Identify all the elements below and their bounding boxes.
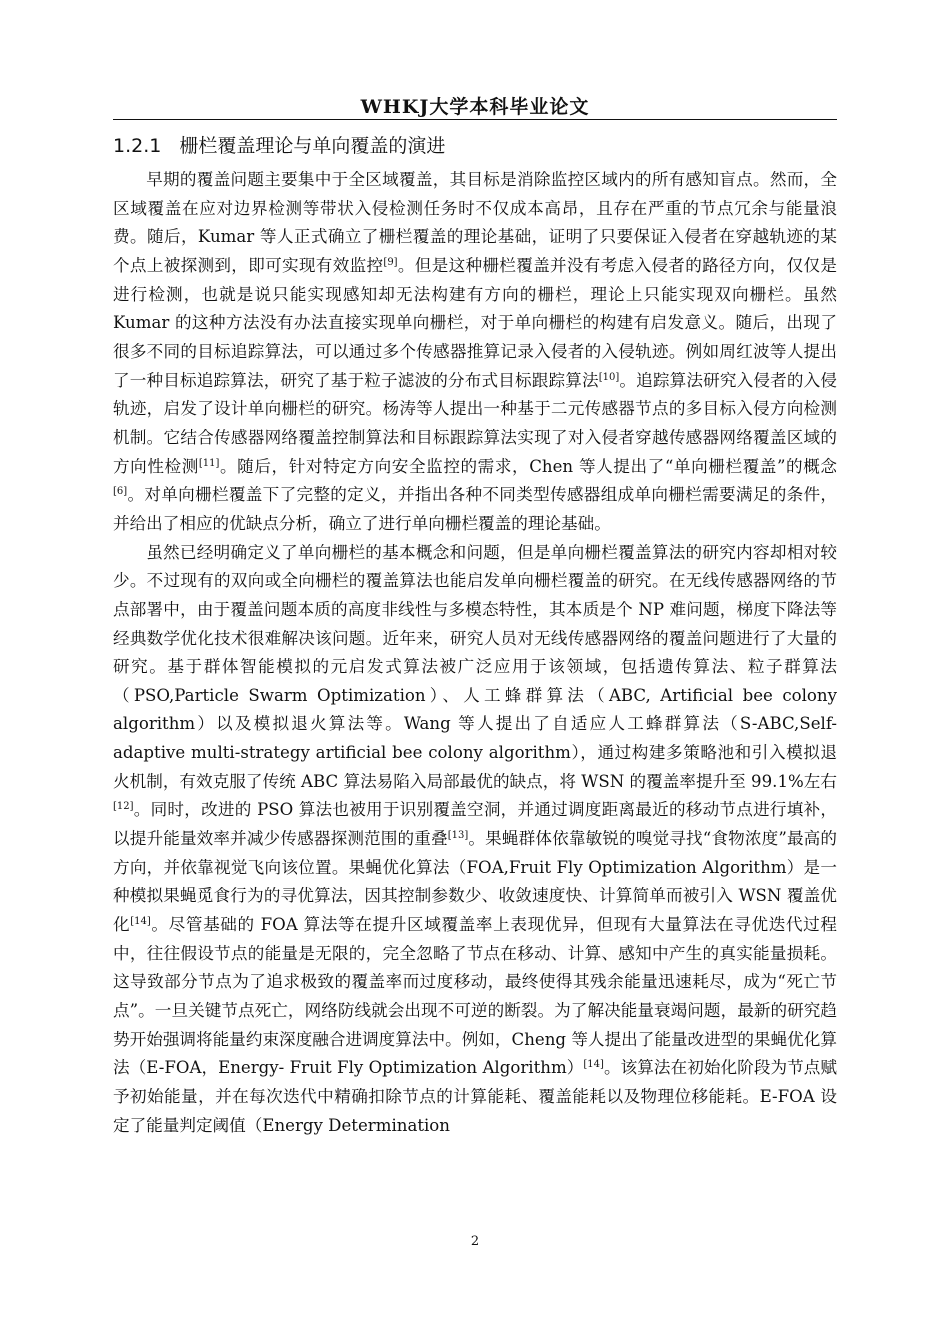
text-run: 。尽管基础的 FOA 算法等在提升区域覆盖率上表现优异，但现有大量算法在寻优迭代过程中，往往假设节点的能量是无限的，完全忽略了节点在移动、计算、感知中产生的真实能量损耗。这导致部分节点为了追求极致的覆盖率而过度移动，最终使得其残余能量迅速耗尽，成为“死亡节点”。一旦关键节点死亡，网络防线就会出现不可逆的断裂。为了解决能量衰竭问题，最新的研究趋势开始强调将能量约束深度融合进调度算法中。例如，Cheng 等人提出了能量改进型的果蝇优化算法（E-FOA，Energy- Fruit Fly Optimization Algorithm） [113, 915, 838, 1078]
page-number: 2 [470, 1234, 480, 1249]
text-run: 。但是这种栅栏覆盖并没有考虑入侵者的路径方向，仅仅是进行检测，也就是说只能实现感知却无法构建有方向的栅栏，理论上只能实现双向栅栏。虽然 Kumar 的这种方法没有办法直接实现单向栅栏，对于单向栅栏的构建有启发意义。随后，出现了很多不同的目标追踪算法，可以通过多个传感器推算记录入侵者的入侵轨迹。例如周红波等人提出了一种目标追踪算法，研究了基于粒子滤波的分布式目标跟踪算法 [113, 255, 838, 390]
text-run: 虽然已经明确定义了单向栅栏的基本概念和问题，但是单向栅栏覆盖算法的研究内容却相对较少。不过现有的双向或全向栅栏的覆盖算法也能启发单向栅栏覆盖的研究。在无线传感器网络的节点部署中，由于覆盖问题本质的高度非线性与多模态特性，其本质是个 NP 难问题，梯度下降法等经典数学优化技术很难解决该问题。近年来，研究人员对无线传感器网络的覆盖问题进行了大量的研究。基于群体智能模拟的元启发式算法被广泛应用于该领域，包括遗传算法、粒子群算法（PSO,Particle Swarm Optimization）、人工蜂群算法（ABC, Artificial bee colony algorithm）以及模拟退火算法等。Wang 等人提出了自适应人工蜂群算法（S-ABC,Self-adaptive multi-strategy artificial bee colony algorithm），通过构建多策略池和引入模拟退火机制，有效克服了传统 ABC 算法易陷入局部最优的缺点，将 WSN 的覆盖率提升至 99.1%左右 [113, 542, 837, 791]
section-heading [113, 131, 837, 158]
citation-ref: [10] [598, 371, 620, 383]
text-run: 。对单向栅栏覆盖下了完整的定义，并指出各种不同类型传感器组成单向栅栏需要满足的条件，并给出了相应的优缺点分析，确立了进行单向栅栏覆盖的理论基础。 [113, 485, 837, 533]
text-run: 。随后，针对特定方向安全监控的需求，Chen 等人提出了“单向栅栏覆盖”的概念 [219, 456, 837, 476]
text-run: 早期的覆盖问题主要集中于全区域覆盖，其目标是消除监控区域内的所有感知盲点。然而，全区域覆盖在应对边界检测等带状入侵检测任务时不仅成本高昂，且存在严重的节点冗余与能量浪费。随后，Kumar 等人正式确立了栅栏覆盖的理论基础，证明了只要保证入侵者在穿越轨迹的某个点上被探测到，即可实现有效监控 [113, 170, 837, 275]
section-title: 栅栏覆盖理论与单向覆盖的演进 [179, 135, 446, 157]
paragraph [113, 539, 837, 1141]
text-run: 。果蝇群体依靠敏锐的嗅觉寻找“食物浓度”最高的方向，并依靠视觉飞向该位置。果蝇优化算法（FOA,Fruit Fly Optimization Algorithm）是一种模拟果蝇觅食行为的寻优算法，因其控制参数少、收敛速度快、计算简单而被引入 WSN 覆盖优化 [113, 829, 838, 935]
text-run: 。该算法在初始化阶段为节点赋予初始能量，并在每次迭代中精确扣除节点的计算能耗、覆盖能耗以及物理位移能耗。E-FOA 设定了能量判定阈值（Energy Determination [113, 1058, 838, 1135]
citation-ref: [6] [113, 486, 128, 498]
text-run: 。同时，改进的 PSO 算法也被用于识别覆盖空洞，并通过调度距离最近的移动节点进行填补，以提升能量效率并减少传感器探测范围的重叠 [113, 800, 837, 849]
body-text [113, 166, 837, 1140]
citation-ref: [14] [130, 916, 151, 928]
citation-ref: [13] [447, 830, 469, 842]
paragraph [113, 166, 837, 539]
citation-ref: [12] [113, 801, 134, 813]
citation-ref: [9] [383, 256, 398, 268]
running-header: WHKJ大学本科毕业论文 [360, 96, 590, 118]
section-number: 1.2.1 [113, 135, 162, 157]
citation-ref: [11] [198, 457, 220, 469]
text-run: 。追踪算法研究入侵者的入侵轨迹，启发了设计单向栅栏的研究。杨涛等人提出一种基于二元传感器节点的多目标入侵方向检测机制。它结合传感器网络覆盖控制算法和目标跟踪算法实现了对入侵者穿越传感器网络覆盖区域的方向性检测 [113, 370, 838, 476]
citation-ref: [14] [583, 1059, 604, 1071]
header-rule [113, 119, 837, 120]
